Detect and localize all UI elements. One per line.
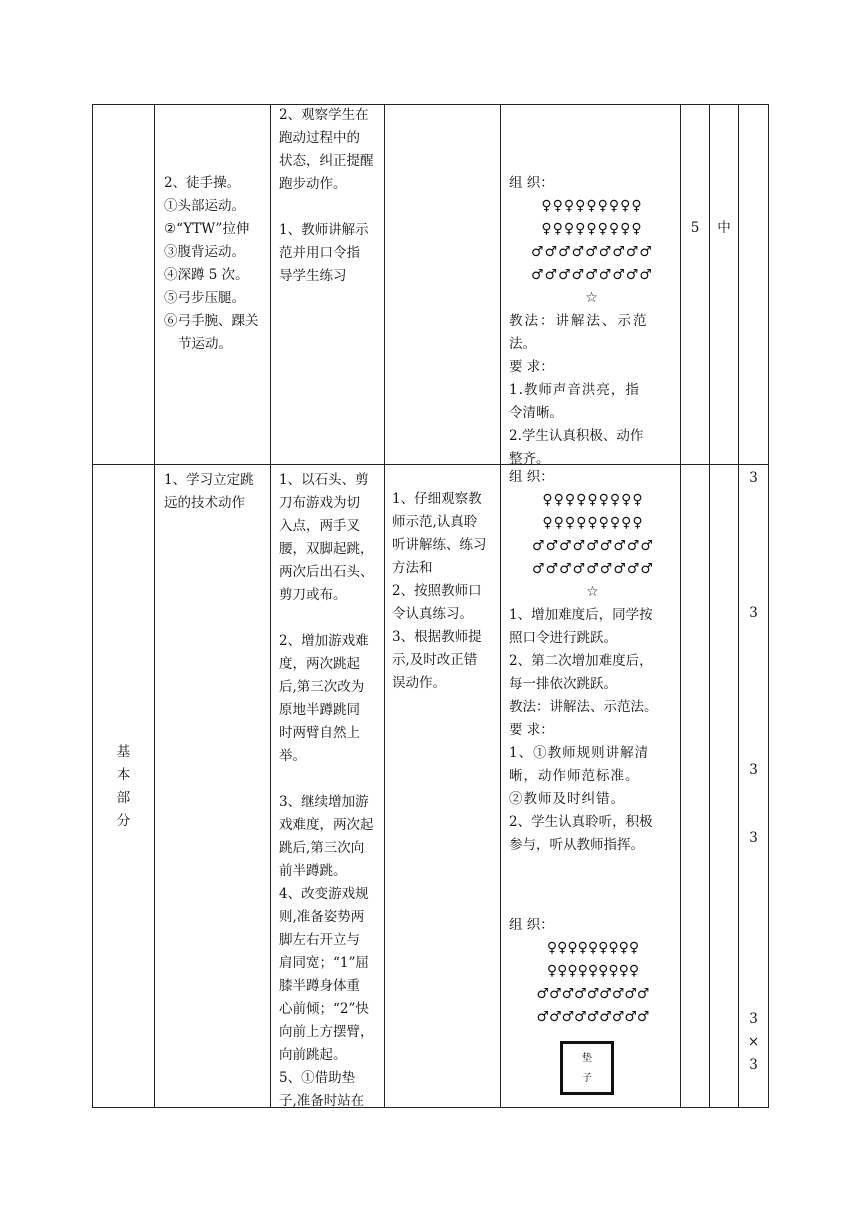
text-line: 跑步动作。 bbox=[279, 176, 347, 192]
count-value bbox=[739, 467, 768, 490]
text-line: 剪刀或布。 bbox=[279, 587, 347, 603]
text-line: 2、徒手操。 bbox=[164, 175, 241, 191]
text-line: 2、按照教师口 bbox=[392, 583, 482, 599]
col-border-6 bbox=[709, 104, 710, 1108]
col-border-1 bbox=[154, 104, 155, 1108]
org-note: ②教师及时纠错。 bbox=[509, 791, 625, 807]
text-line bbox=[279, 607, 383, 630]
text-line: 时两臂自然上 bbox=[279, 725, 360, 741]
text-line: 范并用口令指 bbox=[279, 245, 360, 261]
col-border-8 bbox=[768, 104, 769, 1108]
text-line: 脚左右开立与 bbox=[279, 932, 360, 948]
intensity-value: 中 bbox=[717, 220, 731, 236]
text-line: 戏难度，两次起 bbox=[279, 817, 374, 833]
teacher-star-icon: ☆ bbox=[586, 584, 600, 600]
female-formation-row: ♀♀♀♀♀♀♀♀♀ bbox=[542, 492, 644, 508]
mat-diagram bbox=[560, 1041, 614, 1095]
org-label: 组 织： bbox=[509, 175, 554, 191]
org-note: 每一排依次跳跃。 bbox=[509, 676, 617, 692]
mat-label: 垫 bbox=[582, 1053, 592, 1064]
text-line: 举。 bbox=[279, 748, 306, 764]
org-note: 照口令进行跳跃。 bbox=[509, 630, 617, 646]
text-line: 后,第三次改为 bbox=[279, 679, 365, 695]
text-line: 师示范,认真聆 bbox=[392, 514, 478, 530]
female-formation-row: ♀♀♀♀♀♀♀♀♀ bbox=[546, 963, 640, 979]
org-label: 组 织： bbox=[509, 917, 554, 933]
mat-label: 子 bbox=[582, 1073, 592, 1084]
col-border-0 bbox=[92, 104, 93, 1108]
male-formation-row: ♂♂♂♂♂♂♂♂♂ bbox=[531, 267, 653, 283]
text-line: 跳后,第三次向 bbox=[279, 840, 365, 856]
org-note: 1、①教师规则讲解清 bbox=[509, 745, 650, 761]
text-line: 1、教师讲解示 bbox=[279, 222, 369, 238]
text-line: 子,准备时站在 bbox=[279, 1093, 365, 1109]
row1-intensity bbox=[710, 217, 738, 240]
female-formation-row: ♀♀♀♀♀♀♀♀♀ bbox=[541, 221, 643, 237]
text-line: 腰，双脚起跳， bbox=[279, 541, 374, 557]
count-value bbox=[739, 827, 768, 850]
text-line: 入点，两手叉 bbox=[279, 518, 360, 534]
row2-organization bbox=[509, 466, 677, 857]
text-line: 膝半蹲身体重 bbox=[279, 978, 360, 994]
col-border-3 bbox=[384, 104, 385, 1108]
method-text: 教法：讲解法、示范 bbox=[509, 313, 649, 329]
text-line: 1、学习立定跳 bbox=[164, 472, 254, 488]
section-char: 部 bbox=[116, 790, 131, 806]
text-line: 令认真练习。 bbox=[392, 606, 473, 622]
text-line: 向前跳起。 bbox=[279, 1047, 347, 1063]
req-text: 令清晰。 bbox=[509, 405, 563, 421]
female-formation-row: ♀♀♀♀♀♀♀♀♀ bbox=[542, 515, 644, 531]
text-line: 则,准备姿势两 bbox=[279, 909, 365, 925]
text-line: 状态，纠正提醒 bbox=[279, 153, 374, 169]
male-formation-row: ♂♂♂♂♂♂♂♂♂ bbox=[531, 244, 653, 260]
org-note: 1、增加难度后，同学按 bbox=[509, 607, 653, 623]
row2-organization-second bbox=[509, 914, 677, 1029]
org-label: 组 织： bbox=[509, 469, 554, 485]
row2-teacher bbox=[279, 469, 383, 1113]
count-text: 3 bbox=[749, 830, 758, 846]
text-line: 3、继续增加游 bbox=[279, 794, 369, 810]
row2-section-label bbox=[93, 741, 154, 833]
org-note: 2、第二次增加难度后， bbox=[509, 653, 653, 669]
text-line: ⑤弓步压腿。 bbox=[164, 290, 245, 306]
table-bottom-border bbox=[92, 1107, 768, 1108]
method-text: 法。 bbox=[509, 336, 536, 352]
count-text: × bbox=[747, 1034, 760, 1050]
count-value bbox=[739, 602, 768, 625]
text-line: 远的技术动作 bbox=[164, 495, 245, 511]
row1-organization bbox=[509, 172, 675, 471]
req-text: 整齐。 bbox=[509, 451, 550, 467]
row1-teacher bbox=[279, 104, 383, 288]
text-line: 示,及时改正错 bbox=[392, 652, 478, 668]
text-line: ①头部运动。 bbox=[164, 198, 245, 214]
org-note: 参与，听从教师指挥。 bbox=[509, 837, 644, 853]
req-text: 2.学生认真积极、动作 bbox=[509, 428, 644, 444]
section-char: 本 bbox=[116, 767, 131, 783]
text-line: 1、以石头、剪 bbox=[279, 472, 369, 488]
text-line: 向前上方摆臂， bbox=[279, 1024, 374, 1040]
text-line: 5、①借助垫 bbox=[279, 1070, 356, 1086]
text-line bbox=[279, 768, 383, 791]
text-line: 误动作。 bbox=[392, 675, 446, 691]
text-line: 肩同宽；“1”屈 bbox=[279, 955, 369, 971]
count-text: 3 bbox=[749, 1057, 758, 1073]
text-line: 导学生练习 bbox=[279, 268, 347, 284]
male-formation-row: ♂♂♂♂♂♂♂♂♂ bbox=[532, 561, 654, 577]
count-value bbox=[739, 759, 768, 782]
text-line: ⑥弓手腕、踝关 bbox=[164, 313, 259, 329]
count-text: 3 bbox=[749, 470, 758, 486]
col-border-5 bbox=[680, 104, 681, 1108]
req-label: 要 求： bbox=[509, 359, 554, 375]
table-top-border bbox=[92, 104, 768, 105]
text-line: 3、根据教师提 bbox=[392, 629, 482, 645]
org-note: 要 求： bbox=[509, 722, 554, 738]
count-text: 3 bbox=[749, 1011, 758, 1027]
text-line: ③腹背运动。 bbox=[164, 244, 245, 260]
text-line: ④深蹲 5 次。 bbox=[164, 267, 249, 283]
org-note: 教法：讲解法、示范法。 bbox=[509, 699, 658, 715]
text-line: 听讲解练、练习 bbox=[392, 537, 487, 553]
time-value: 5 bbox=[690, 220, 700, 236]
text-line: 跑动过程中的 bbox=[279, 130, 360, 146]
row2-content bbox=[164, 469, 268, 515]
text-line: 度，两次跳起 bbox=[279, 656, 360, 672]
count-text: 3 bbox=[749, 605, 758, 621]
text-line: 2、增加游戏难 bbox=[279, 633, 369, 649]
count-text: 3 bbox=[749, 762, 758, 778]
row1-content bbox=[164, 172, 268, 356]
text-line bbox=[279, 196, 383, 219]
text-line: 前半蹲跳。 bbox=[279, 863, 347, 879]
male-formation-row: ♂♂♂♂♂♂♂♂♂ bbox=[536, 1009, 650, 1025]
male-formation-row: ♂♂♂♂♂♂♂♂♂ bbox=[532, 538, 654, 554]
text-line: 1、仔细观察教 bbox=[392, 491, 482, 507]
col-border-4 bbox=[500, 104, 501, 1108]
female-formation-row: ♀♀♀♀♀♀♀♀♀ bbox=[546, 940, 640, 956]
req-text: 1.教师声音洪亮，指 bbox=[509, 382, 640, 398]
count-value bbox=[739, 1008, 768, 1077]
teacher-star-icon: ☆ bbox=[585, 290, 599, 306]
col-border-2 bbox=[270, 104, 271, 1108]
row2-student bbox=[392, 488, 498, 695]
text-line: 方法和 bbox=[392, 560, 433, 576]
text-line: 两次后出石头、 bbox=[279, 564, 374, 580]
text-line: 原地半蹲跳同 bbox=[279, 702, 360, 718]
section-char: 分 bbox=[116, 813, 131, 829]
org-note: 2、学生认真聆听，积极 bbox=[509, 814, 653, 830]
text-line: 心前倾；“2”快 bbox=[279, 1001, 369, 1017]
text-line: 4、改变游戏规 bbox=[279, 886, 369, 902]
male-formation-row: ♂♂♂♂♂♂♂♂♂ bbox=[536, 986, 650, 1002]
row1-time bbox=[681, 217, 709, 240]
text-line: ②“YTW”拉伸 bbox=[164, 221, 250, 237]
org-note: 晰，动作师范标准。 bbox=[509, 768, 640, 784]
female-formation-row: ♀♀♀♀♀♀♀♀♀ bbox=[541, 198, 643, 214]
text-line: 节运动。 bbox=[178, 336, 232, 352]
text-line: 刀布游戏为切 bbox=[279, 495, 360, 511]
section-char: 基 bbox=[116, 744, 131, 760]
text-line: 2、观察学生在 bbox=[279, 107, 369, 123]
